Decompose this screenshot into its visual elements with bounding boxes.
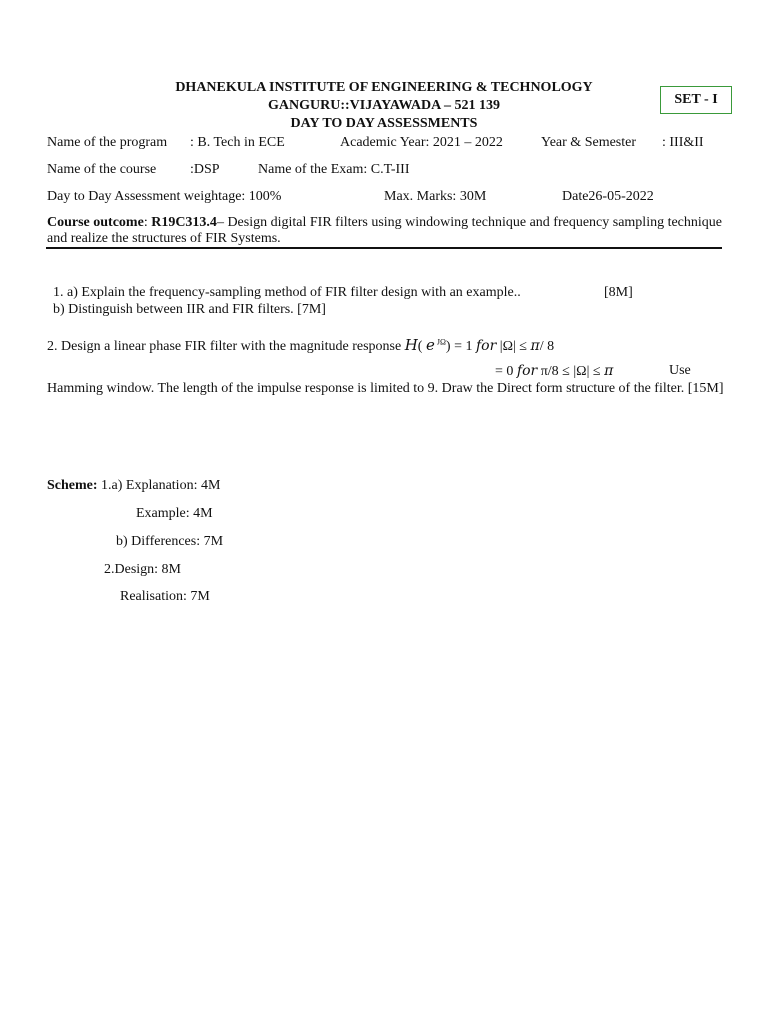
magnitude-equals-zero: = 0: [495, 364, 517, 379]
scheme-differences: b) Differences: 7M: [116, 534, 224, 549]
condition-2: π/8 ≤ |Ω| ≤: [537, 364, 605, 379]
course-outcome-text: – Design digital FIR filters using windowing technique and frequency sampling technique and realize the structures of FIR Systems.: [47, 215, 723, 246]
header-divider: [46, 247, 722, 249]
set-badge: SET - I: [660, 86, 732, 114]
transfer-function-h: H: [404, 336, 418, 354]
course-outcome: [47, 215, 737, 247]
for-keyword-2: for: [516, 363, 538, 379]
scheme-example: Example: 4M: [136, 506, 213, 521]
course-value: :DSP: [190, 162, 220, 177]
course-outcome-colon: :: [143, 215, 152, 230]
course-label: Name of the course: [47, 162, 157, 177]
exponent-j-omega: JΩ: [434, 337, 446, 347]
magnitude-equals-one: ) = 1: [445, 339, 476, 354]
year-semester-label: Year & Semester: [541, 135, 637, 150]
scheme-explanation: 1.a) Explanation: 4M: [97, 478, 221, 493]
institute-name: DHANEKULA INSTITUTE OF ENGINEERING & TECHNOLOGY: [175, 80, 593, 95]
scheme-line-1: [47, 478, 220, 494]
course-outcome-label: Course outcome: [47, 215, 144, 230]
divide-eight: / 8: [539, 339, 555, 354]
program-label: Name of the program: [47, 135, 168, 150]
exponential-e: e: [425, 336, 435, 354]
question-1a-marks: [8M]: [604, 285, 633, 300]
assessment-weightage: Day to Day Assessment weightage: 100%: [47, 189, 282, 204]
use-word: Use: [669, 363, 691, 378]
paren-open: (: [417, 339, 426, 354]
assessment-title: DAY TO DAY ASSESSMENTS: [290, 116, 478, 131]
exam-date: Date26-05-2022: [562, 189, 654, 204]
pi-symbol-2: π: [604, 363, 614, 379]
question-2-rest: Hamming window. The length of the impulse response is limited to 9. Draw the Direct form structure of the filter. [15M]: [47, 381, 724, 396]
max-marks: Max. Marks: 30M: [384, 189, 487, 204]
scheme-design: 2.Design: 8M: [104, 562, 181, 577]
exam-name: Name of the Exam: C.T-III: [258, 162, 410, 177]
scheme-realisation: Realisation: 7M: [120, 589, 210, 604]
institute-location: GANGURU::VIJAYAWADA – 521 139: [268, 98, 500, 113]
scheme-label: Scheme:: [47, 478, 98, 493]
for-keyword-1: for: [475, 338, 497, 354]
pi-symbol-1: π: [530, 338, 540, 354]
question-1b: b) Distinguish between IIR and FIR filters. [7M]: [53, 302, 326, 317]
academic-year: Academic Year: 2021 – 2022: [340, 135, 503, 150]
question-2-intro: 2. Design a linear phase FIR filter with the magnitude response: [47, 339, 405, 354]
year-semester-value: : III&II: [662, 135, 704, 150]
question-2-line2: [495, 363, 613, 380]
question-1a: 1. a) Explain the frequency-sampling method of FIR filter design with an example..: [53, 285, 521, 300]
program-value: : B. Tech in ECE: [190, 135, 285, 150]
course-outcome-code: R19C313.4: [151, 215, 217, 230]
question-2-line1: [47, 336, 554, 355]
condition-1: |Ω| ≤: [496, 339, 531, 354]
